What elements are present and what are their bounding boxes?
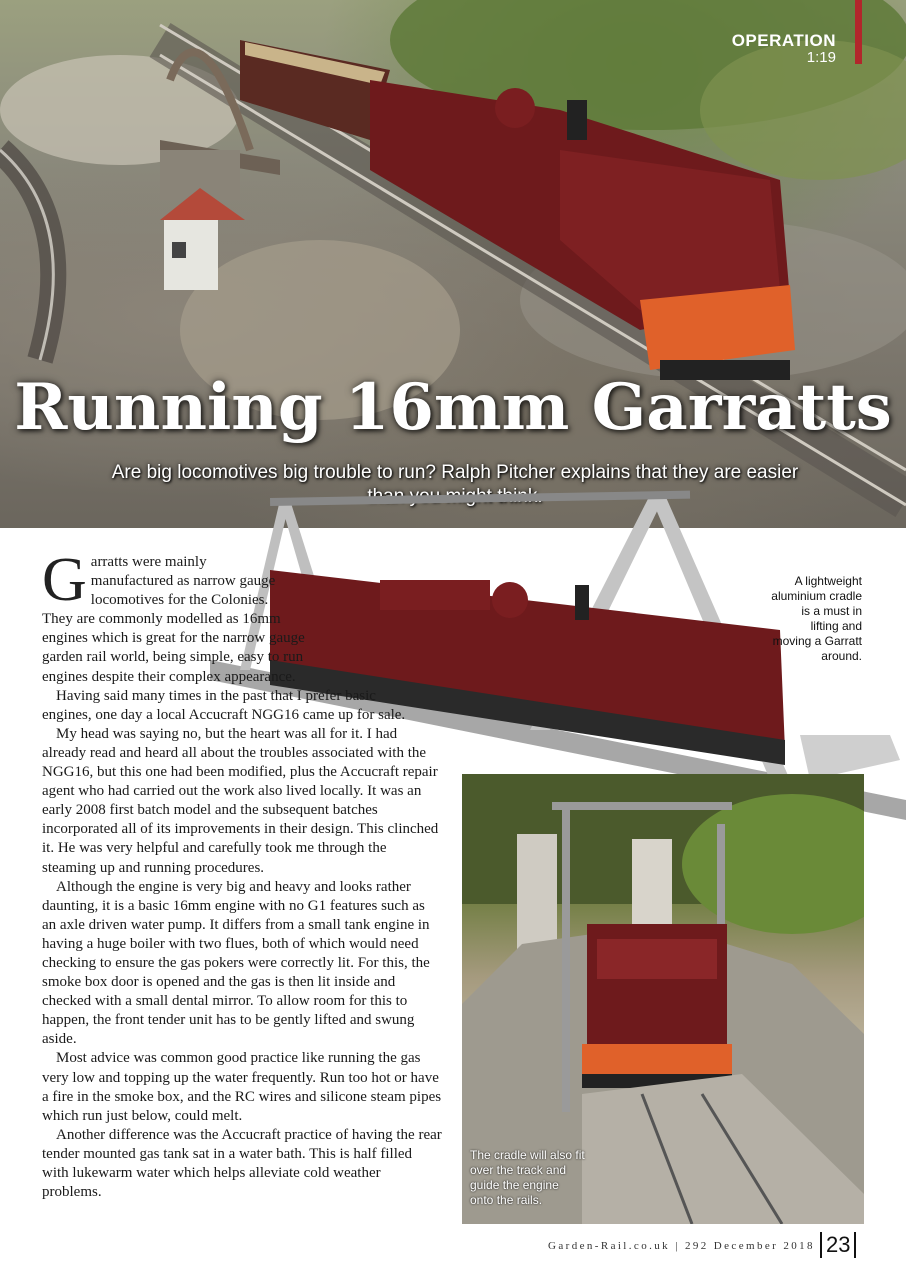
hero-illustration [0, 0, 906, 528]
paragraph-4: Although the engine is very big and heavy and looks rather daunting, it is a basic 16mm engine with no G1 features such as an axle driven water pump. It differs from a small tank engine in having a huge boiler with two flues, both of which would need checking to ensure the gas pokers were correctly lit. For this, the smoke box door is opened and the gas is then lit inside and checked with a small dental mirror. To allow room for this to happen, the front tender unit has to be gently lifted and swung aside. [42, 878, 430, 1048]
paragraph-1: Garratts were mainly manufactured as narrow gauge locomotives for the Colonies. They are commonly modelled as 16mm engines which is great for the narrow gauge garden rail world, being simple, easy to run engines despite their complex appearance. [42, 546, 305, 685]
section-accent-bar [855, 0, 862, 64]
page-number: 23 [820, 1232, 856, 1258]
paragraph-2: Having said many times in the past that I prefer basic engines, one day a local Accucraft NGG16 came up for sale. [42, 687, 406, 723]
footer-text: Garden-Rail.co.uk | 292 December 2018 [548, 1240, 815, 1252]
cradle-caption: A lightweight aluminium cradle is a must in lifting and moving a Garratt around. [771, 574, 862, 663]
hero-photo [0, 0, 906, 528]
article-title: Running 16mm Garratts [14, 370, 892, 445]
article-body [42, 546, 442, 1202]
track-caption: The cradle will also fit over the track and guide the engine onto the rails. [470, 1148, 585, 1207]
drop-cap: G [42, 546, 87, 614]
section-scale: 1:19 [806, 49, 836, 66]
paragraph-6: Another difference was the Accucraft practice of having the rear tender mounted gas tank sat in a water bath. This is half filled with lukewarm water which helps alleviate cold weather problems. [42, 1126, 442, 1201]
paragraph-5: Most advice was common good practice like running the gas very low and topping up the water frequently. Run too hot or have a fire in the smoke box, and the RC wires and silicone steam pipes which run just below, could melt. [42, 1050, 442, 1124]
section-label: OPERATION [731, 31, 836, 50]
article-subtitle: Are big locomotives big trouble to run? Ralph Pitcher explains that they are easier [111, 462, 799, 483]
paragraph-3: My head was saying no, but the heart was all for it. I had already read and heard all about the troubles associated with the NGG16, but this one had been modified, plus the Accucraft repair agent who had carried out the work also lived locally. It was an early 2008 first batch model and the subsequent batches incorporated all of its improvements in their design. This clinched it. He was very helpful and carefully took me through the steaming up and running procedures. [42, 725, 439, 876]
